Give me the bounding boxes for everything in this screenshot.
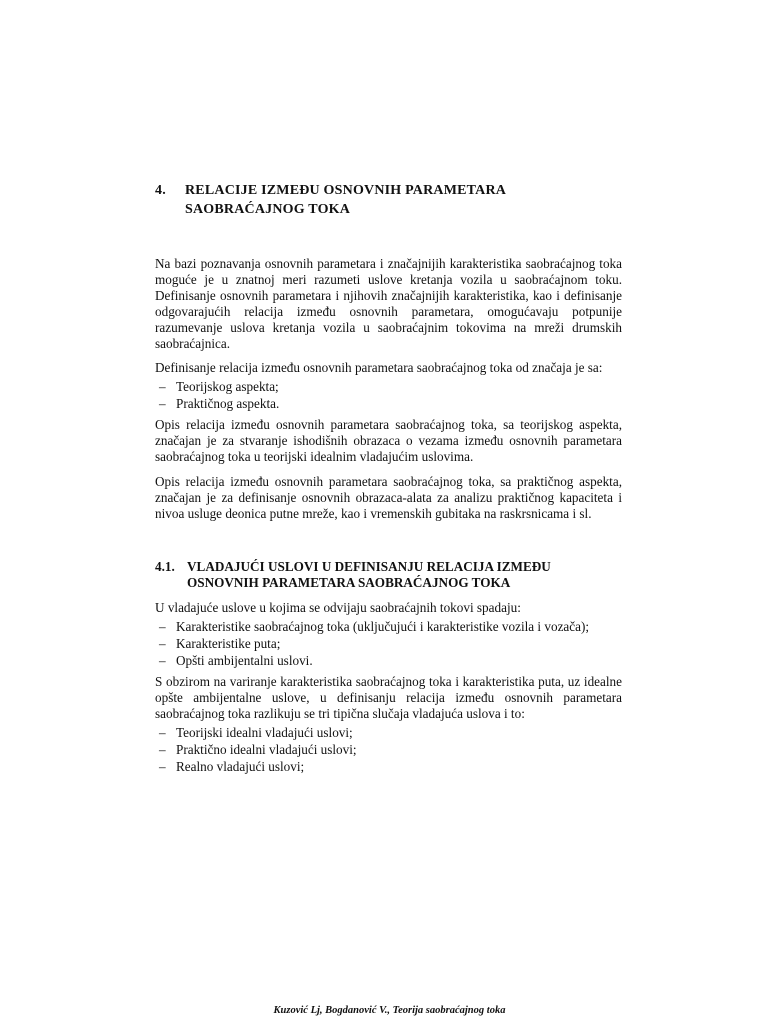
list-item: – Praktično idealni vladajući uslovi; <box>155 741 622 758</box>
section-number: 4. <box>155 183 166 198</box>
conditions-list <box>155 618 622 669</box>
dash-marker: – <box>159 759 166 774</box>
subsection-heading <box>155 559 622 591</box>
section-heading <box>155 181 622 219</box>
dash-marker: – <box>159 742 166 757</box>
list-item: – Karakteristike saobraćajnog toka (uključujući i karakteristike vozila i vozača); <box>155 618 622 635</box>
dash-marker: – <box>159 725 166 740</box>
subsection-number: 4.1. <box>155 559 175 574</box>
list-item: – Opšti ambijentalni uslovi. <box>155 652 622 669</box>
aspects-list <box>155 378 622 412</box>
page-footer: Kuzović Lj, Bogdanović V., Teorija saobraćajnog toka <box>273 1005 506 1016</box>
paragraph: Opis relacija između osnovnih parametara saobraćajnog toka, sa teorijskog aspekta, značajan je za stvaranje ishodišnih obrazaca o vezama između osnovnih parametara saobraćajnog toka u teorijski idealnim vladajućim uslovima. <box>155 417 622 464</box>
list-item: – Realno vladajući uslovi; <box>155 758 622 775</box>
subsection-title: VLADAJUĆI USLOVI U DEFINISANJU RELACIJA IZMEĐU OSNOVNIH PARAMETARA SAOBRAĆAJNOG TOKA <box>187 559 551 590</box>
dash-marker: – <box>159 653 166 668</box>
page-content <box>155 181 622 780</box>
paragraph: Na bazi poznavanja osnovnih parametara i značajnijih karakteristika saobraćajnog toka moguće je u znatnoj meri razumeti uslove kretanja vozila u saobraćajnom toku. Definisanje osnovnih parametara i njihovih značajnijih karakteristika, kao i definisanje odgovarajućih relacija između osnovnih parametara, omogućavaju potpunije razumevanje uslova kretanja vozila u saobraćajnim tokovima na mreži drumskih saobraćajnica. <box>155 256 622 351</box>
list-item: – Praktičnog aspekta. <box>155 395 622 412</box>
dash-marker: – <box>159 636 166 651</box>
section-title: RELACIJE IZMEĐU OSNOVNIH PARAMETARA SAOBRAĆAJNOG TOKA <box>185 183 506 217</box>
paragraph: Definisanje relacija između osnovnih parametara saobraćajnog toka od značaja je sa: <box>155 360 603 375</box>
paragraph: U vladajuće uslove u kojima se odvijaju saobraćajnih tokovi spadaju: <box>155 600 521 615</box>
paragraph: Opis relacija između osnovnih parametara saobraćajnog toka, sa praktičnog aspekta, značajan je za definisanje osnovnih obrazaca-alata za analizu praktičnog kapaciteta i nivoa usluge deonica putne mreže, kao i vremenskih gubitaka na raskrsnicama i sl. <box>155 474 622 521</box>
dash-marker: – <box>159 619 166 634</box>
dash-marker: – <box>159 379 166 394</box>
dash-marker: – <box>159 396 166 411</box>
cases-list <box>155 724 622 775</box>
list-item: – Teorijski idealni vladajući uslovi; <box>155 724 622 741</box>
paragraph: S obzirom na variranje karakteristika saobraćajnog toka i karakteristika puta, uz idealne opšte ambijentalne uslove, u definisanju relacija između osnovnih parametara saobraćajnog toka razlikuju se tri tipična slučaja vladajuća uslova i to: <box>155 674 622 721</box>
list-item: – Teorijskog aspekta; <box>155 378 622 395</box>
list-item: – Karakteristike puta; <box>155 635 622 652</box>
